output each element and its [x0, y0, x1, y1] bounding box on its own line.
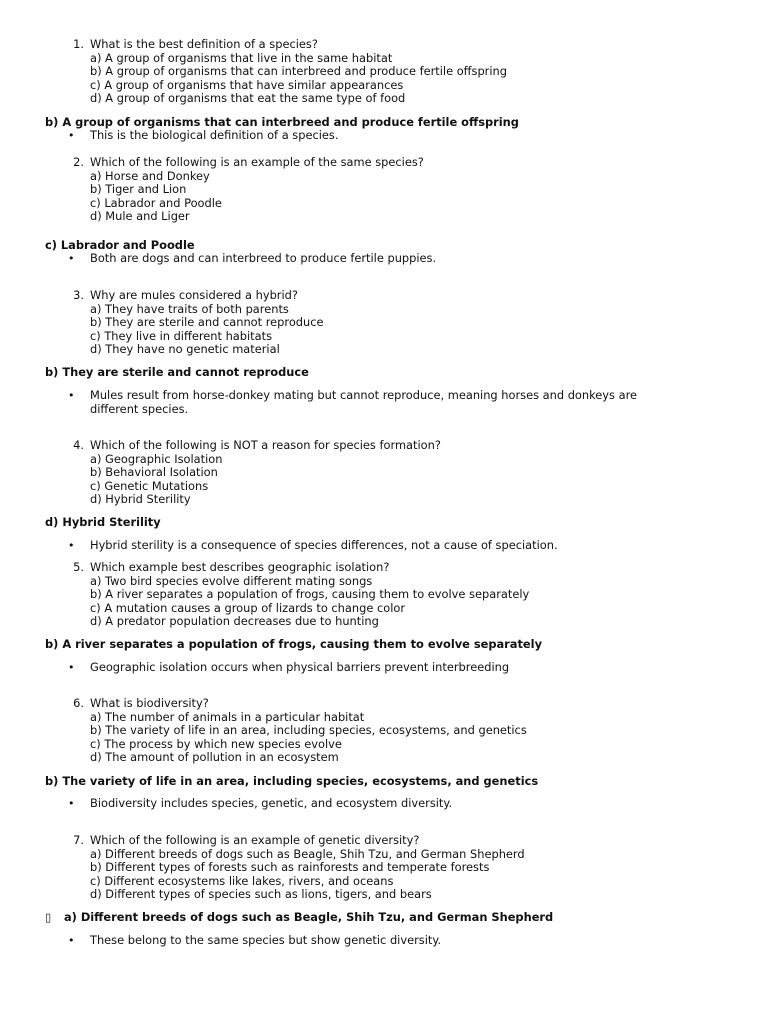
option-d: d) Mule and Liger — [90, 209, 190, 224]
option-a: a) Horse and Donkey — [90, 168, 210, 183]
explanation-line: Hybrid sterility is a consequence of species differences, not a cause of speciation. — [90, 538, 558, 552]
answer-6: b) The variety of life in an area, including species, ecosystems, and genetics — [45, 774, 539, 788]
answer-5: b) A river separates a population of frogs, causing them to evolve separately — [45, 637, 542, 651]
explanation-line: Mules result from horse-donkey mating but cannot reproduce, meaning horses and donkeys are — [90, 388, 638, 402]
question-number: 2. — [73, 155, 84, 169]
option-b: b) Tiger and Lion — [90, 182, 187, 197]
bullet-icon: • — [68, 389, 75, 402]
explanation-line: This is the biological definition of a species. — [90, 128, 339, 142]
option-d: d) Different types of species such as lions, tigers, and bears — [90, 887, 432, 902]
question-number: 6. — [73, 696, 84, 710]
option-c: c) The process by which new species evolve — [90, 736, 342, 751]
question-text: Which example best describes geographic isolation? — [90, 560, 390, 574]
explanation-line: Geographic isolation occurs when physical barriers prevent interbreeding — [90, 660, 510, 674]
option-c: c) A group of organisms that have similar appearances — [90, 77, 404, 92]
missing-glyph-icon: ▯ — [45, 910, 52, 924]
bullet-icon: • — [68, 797, 75, 810]
answer-2: c) Labrador and Poodle — [45, 238, 195, 252]
question-number: 7. — [73, 833, 84, 847]
bullet-icon: • — [68, 129, 75, 142]
question-number: 5. — [73, 560, 84, 574]
option-d: d) Hybrid Sterility — [90, 492, 191, 507]
option-b: b) The variety of life in an area, including species, ecosystems, and genetics — [90, 723, 527, 738]
question-text: Which of the following is an example of the same species? — [90, 155, 424, 169]
option-c: c) Different ecosystems like lakes, rivers, and oceans — [90, 873, 394, 888]
option-a: a) Geographic Isolation — [90, 451, 223, 466]
option-b: b) They are sterile and cannot reproduce — [90, 315, 324, 330]
answer-text: a) Different breeds of dogs such as Beagle, Shih Tzu, and German Shepherd — [63, 910, 554, 924]
question-text: What is the best definition of a species? — [90, 37, 318, 51]
option-a: a) They have traits of both parents — [90, 301, 289, 316]
answer-1: b) A group of organisms that can interbreed and produce fertile offspring — [45, 115, 519, 129]
option-a: a) The number of animals in a particular habitat — [90, 709, 365, 724]
option-a: a) A group of organisms that live in the same habitat — [90, 50, 393, 65]
bullet-icon: • — [68, 539, 75, 552]
question-text: What is biodiversity? — [90, 696, 209, 710]
answer-4: d) Hybrid Sterility — [45, 515, 161, 529]
option-b: b) A river separates a population of frogs, causing them to evolve separately — [90, 587, 530, 602]
bullet-icon: • — [68, 661, 75, 674]
question-text: Which of the following is an example of genetic diversity? — [90, 833, 420, 847]
option-c: c) A mutation causes a group of lizards to change color — [90, 600, 406, 615]
question-text: Why are mules considered a hybrid? — [90, 288, 298, 302]
question-number: 4. — [73, 438, 84, 452]
bullet-icon: • — [68, 252, 75, 265]
option-b: b) Behavioral Isolation — [90, 465, 218, 480]
option-b: b) Different types of forests such as rainforests and temperate forests — [90, 860, 490, 875]
explanation-line: These belong to the same species but show genetic diversity. — [90, 933, 442, 947]
option-d: d) The amount of pollution in an ecosystem — [90, 750, 339, 765]
question-number: 3. — [73, 288, 84, 302]
option-a: a) Two bird species evolve different mating songs — [90, 573, 373, 588]
option-c: c) They live in different habitats — [90, 328, 273, 343]
explanation-line: Biodiversity includes species, genetic, and ecosystem diversity. — [90, 796, 453, 810]
option-a: a) Different breeds of dogs such as Beagle, Shih Tzu, and German Shepherd — [90, 846, 525, 861]
question-number: 1. — [73, 37, 84, 51]
question-text: Which of the following is NOT a reason for species formation? — [90, 438, 441, 452]
answer-3: b) They are sterile and cannot reproduce — [45, 365, 309, 379]
answer-7 — [45, 911, 553, 925]
explanation-line: Both are dogs and can interbreed to produce fertile puppies. — [90, 251, 437, 265]
option-d: d) They have no genetic material — [90, 342, 280, 357]
option-b: b) A group of organisms that can interbreed and produce fertile offspring — [90, 64, 507, 79]
option-c: c) Labrador and Poodle — [90, 195, 222, 210]
explanation-line: different species. — [90, 401, 189, 416]
option-d: d) A predator population decreases due to hunting — [90, 614, 379, 629]
bullet-icon: • — [68, 934, 75, 947]
option-d: d) A group of organisms that eat the same type of food — [90, 91, 406, 106]
option-c: c) Genetic Mutations — [90, 478, 209, 493]
